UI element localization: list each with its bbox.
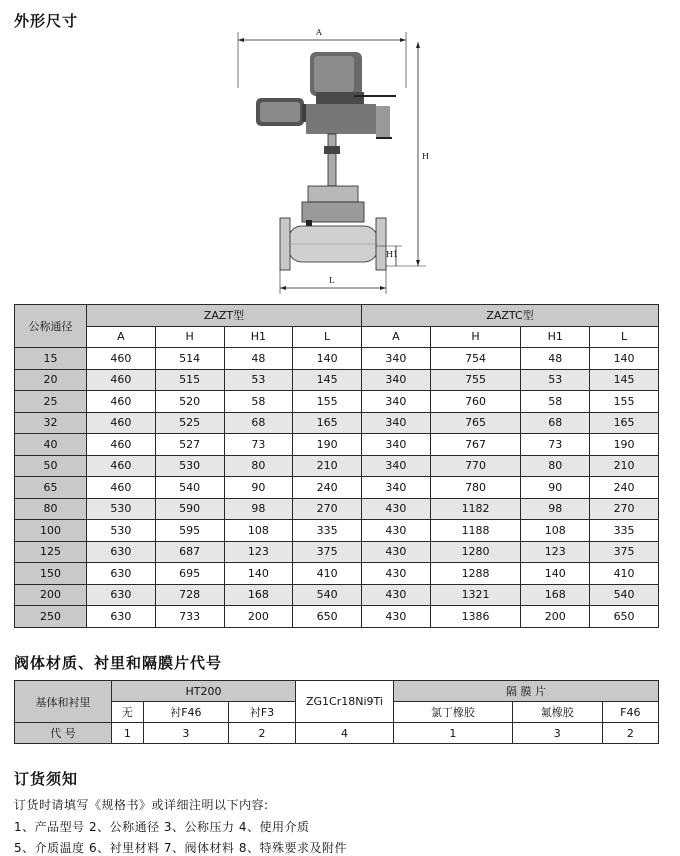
dim-col-header: A [87, 326, 156, 348]
table-cell: 340 [362, 391, 431, 413]
table-cell: 73 [224, 434, 293, 456]
mat-label-code: 代 号 [15, 723, 112, 744]
table-row [15, 391, 659, 413]
valve-diagram-svg [236, 28, 436, 296]
mat-sub-3: 衬F3 [229, 702, 296, 723]
table-cell: 340 [362, 477, 431, 499]
dim-col-header: L [293, 326, 362, 348]
table-cell: 1188 [430, 520, 521, 542]
table-cell: 145 [293, 369, 362, 391]
row-nominal-size: 15 [15, 348, 87, 370]
dimensions-title: 外形尺寸 [14, 12, 79, 30]
table-cell: 58 [224, 391, 293, 413]
row-nominal-size: 50 [15, 455, 87, 477]
mat-code-2: 3 [143, 723, 228, 744]
table-row [15, 455, 659, 477]
mat-code-5: 1 [393, 723, 512, 744]
table-cell: 410 [293, 563, 362, 585]
table-cell: 165 [293, 412, 362, 434]
dim-col-header: H1 [224, 326, 293, 348]
table-cell: 630 [87, 563, 156, 585]
table-cell: 53 [224, 369, 293, 391]
table-cell: 630 [87, 606, 156, 628]
table-cell: 530 [155, 455, 224, 477]
table-cell: 123 [521, 541, 590, 563]
table-cell: 540 [590, 584, 659, 606]
table-row [15, 563, 659, 585]
mat-diaphragm: 隔 膜 片 [393, 681, 658, 702]
table-cell: 168 [224, 584, 293, 606]
table-cell: 48 [224, 348, 293, 370]
table-row [15, 412, 659, 434]
table-cell: 540 [155, 477, 224, 499]
table-cell: 780 [430, 477, 521, 499]
table-cell: 767 [430, 434, 521, 456]
table-cell: 430 [362, 584, 431, 606]
table-cell: 515 [155, 369, 224, 391]
table-cell: 1280 [430, 541, 521, 563]
row-nominal-size: 250 [15, 606, 87, 628]
table-cell: 68 [521, 412, 590, 434]
table-cell: 80 [224, 455, 293, 477]
table-cell: 90 [521, 477, 590, 499]
table-cell: 190 [590, 434, 659, 456]
ordering-title: 订货须知 [14, 770, 79, 788]
table-cell: 108 [521, 520, 590, 542]
row-nominal-size: 65 [15, 477, 87, 499]
mat-code-1: 1 [112, 723, 144, 744]
table-cell: 460 [87, 369, 156, 391]
table-cell: 520 [155, 391, 224, 413]
table-cell: 140 [590, 348, 659, 370]
table-row [15, 477, 659, 499]
table-cell: 240 [590, 477, 659, 499]
table-cell: 48 [521, 348, 590, 370]
table-cell: 765 [430, 412, 521, 434]
table-cell: 770 [430, 455, 521, 477]
table-cell: 650 [293, 606, 362, 628]
row-nominal-size: 40 [15, 434, 87, 456]
table-cell: 514 [155, 348, 224, 370]
table-cell: 687 [155, 541, 224, 563]
table-cell: 430 [362, 498, 431, 520]
dim-col-header: A [362, 326, 431, 348]
table-cell: 210 [293, 455, 362, 477]
table-cell: 525 [155, 412, 224, 434]
mat-label-base: 基体和衬里 [15, 681, 112, 723]
table-cell: 58 [521, 391, 590, 413]
table-cell: 98 [224, 498, 293, 520]
table-cell: 340 [362, 348, 431, 370]
table-cell: 595 [155, 520, 224, 542]
dim-label-h: H [422, 152, 429, 161]
dim-body [15, 348, 659, 628]
mat-sub-2: 衬F46 [143, 702, 228, 723]
row-nominal-size: 125 [15, 541, 87, 563]
table-cell: 240 [293, 477, 362, 499]
ordering-note-intro: 订货时请填写《规格书》或详细注明以下内容: [14, 798, 269, 812]
table-cell: 410 [590, 563, 659, 585]
table-cell: 145 [590, 369, 659, 391]
table-cell: 140 [224, 563, 293, 585]
dim-col-header: H1 [521, 326, 590, 348]
table-row [15, 584, 659, 606]
ordering-note-line1: 1、产品型号 2、公称通径 3、公称压力 4、使用介质 [14, 820, 310, 834]
table-cell: 335 [293, 520, 362, 542]
table-cell: 1386 [430, 606, 521, 628]
mat-sub-6: F46 [602, 702, 658, 723]
table-cell: 210 [590, 455, 659, 477]
mat-code-6: 3 [512, 723, 602, 744]
dim-group-zazt: ZAZT型 [87, 305, 362, 327]
table-row [15, 348, 659, 370]
valve-drawing [236, 28, 436, 296]
table-cell: 190 [293, 434, 362, 456]
table-cell: 270 [590, 498, 659, 520]
dim-col-header: H [430, 326, 521, 348]
dim-col-header: H [155, 326, 224, 348]
table-cell: 1288 [430, 563, 521, 585]
table-cell: 460 [87, 348, 156, 370]
dim-col-header: L [590, 326, 659, 348]
table-cell: 733 [155, 606, 224, 628]
table-cell: 340 [362, 434, 431, 456]
table-cell: 80 [521, 455, 590, 477]
row-nominal-size: 150 [15, 563, 87, 585]
table-cell: 375 [293, 541, 362, 563]
table-cell: 108 [224, 520, 293, 542]
table-cell: 375 [590, 541, 659, 563]
table-cell: 430 [362, 563, 431, 585]
table-cell: 754 [430, 348, 521, 370]
dim-group-zaztc: ZAZTC型 [362, 305, 659, 327]
table-row [15, 606, 659, 628]
table-cell: 200 [224, 606, 293, 628]
table-cell: 460 [87, 434, 156, 456]
mat-sub-4: 氯丁橡胶 [393, 702, 512, 723]
table-cell: 270 [293, 498, 362, 520]
table-cell: 650 [590, 606, 659, 628]
table-cell: 53 [521, 369, 590, 391]
table-cell: 1321 [430, 584, 521, 606]
dim-column-header-row [15, 326, 659, 348]
table-cell: 340 [362, 412, 431, 434]
mat-zg: ZG1Cr18Ni9Ti [295, 681, 393, 723]
table-cell: 335 [590, 520, 659, 542]
table-cell: 68 [224, 412, 293, 434]
table-row [15, 369, 659, 391]
table-cell: 98 [521, 498, 590, 520]
table-cell: 430 [362, 541, 431, 563]
table-cell: 155 [293, 391, 362, 413]
dim-corner: 公称通径 [15, 305, 87, 348]
table-cell: 155 [590, 391, 659, 413]
mat-ht200: HT200 [112, 681, 296, 702]
row-nominal-size: 100 [15, 520, 87, 542]
table-cell: 200 [521, 606, 590, 628]
row-nominal-size: 200 [15, 584, 87, 606]
dim-label-l: L [329, 276, 335, 285]
row-nominal-size: 20 [15, 369, 87, 391]
table-cell: 540 [293, 584, 362, 606]
table-row [15, 434, 659, 456]
table-cell: 340 [362, 369, 431, 391]
table-cell: 460 [87, 391, 156, 413]
table-cell: 630 [87, 584, 156, 606]
mat-code-3: 2 [229, 723, 296, 744]
table-cell: 760 [430, 391, 521, 413]
table-row [15, 541, 659, 563]
row-nominal-size: 32 [15, 412, 87, 434]
table-cell: 530 [87, 498, 156, 520]
dim-label-h1: H1 [386, 250, 399, 259]
table-cell: 728 [155, 584, 224, 606]
materials-table [14, 680, 659, 744]
table-cell: 695 [155, 563, 224, 585]
table-cell: 140 [521, 563, 590, 585]
table-row [15, 498, 659, 520]
table-cell: 90 [224, 477, 293, 499]
ordering-note-line2: 5、介质温度 6、衬里材料 7、阀体材料 8、特殊要求及附件 [14, 841, 347, 855]
table-cell: 430 [362, 606, 431, 628]
table-cell: 340 [362, 455, 431, 477]
dimensions-table [14, 304, 659, 628]
table-cell: 590 [155, 498, 224, 520]
mat-sub-5: 氟橡胶 [512, 702, 602, 723]
table-cell: 1182 [430, 498, 521, 520]
table-cell: 168 [521, 584, 590, 606]
row-nominal-size: 25 [15, 391, 87, 413]
table-cell: 165 [590, 412, 659, 434]
table-cell: 430 [362, 520, 431, 542]
table-cell: 527 [155, 434, 224, 456]
table-cell: 73 [521, 434, 590, 456]
table-cell: 530 [87, 520, 156, 542]
table-cell: 460 [87, 477, 156, 499]
table-cell: 140 [293, 348, 362, 370]
row-nominal-size: 80 [15, 498, 87, 520]
mat-code-4: 4 [295, 723, 393, 744]
table-cell: 630 [87, 541, 156, 563]
table-cell: 460 [87, 412, 156, 434]
mat-sub-1: 无 [112, 702, 144, 723]
table-cell: 460 [87, 455, 156, 477]
materials-title: 阀体材质、衬里和隔膜片代号 [14, 654, 223, 672]
mat-code-7: 2 [602, 723, 658, 744]
dim-label-a: A [316, 28, 322, 37]
table-cell: 123 [224, 541, 293, 563]
table-row [15, 520, 659, 542]
table-cell: 755 [430, 369, 521, 391]
